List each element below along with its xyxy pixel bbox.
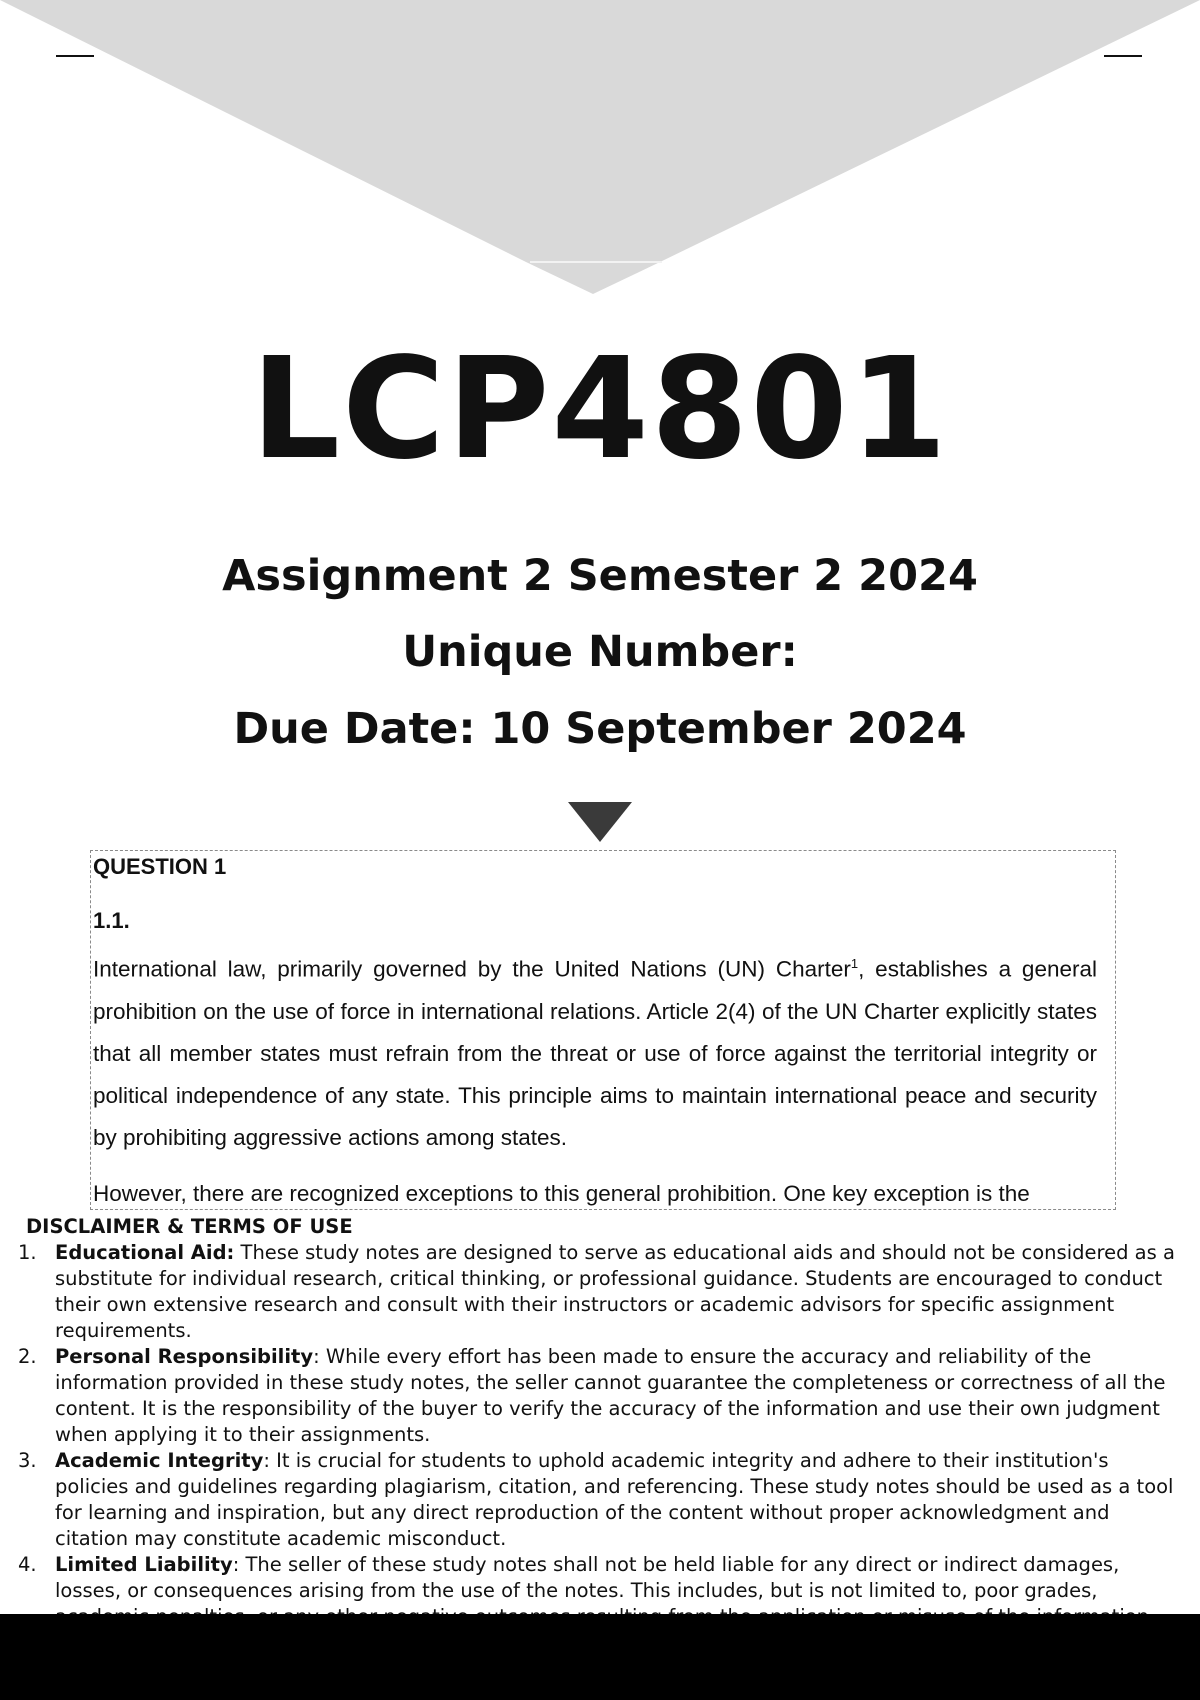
- question-title: QUESTION 1: [93, 854, 227, 879]
- cover-chevron-banner: [0, 0, 1200, 300]
- due-date-heading: Due Date: 10 September 2024: [233, 704, 967, 754]
- item-text: : The seller of these study notes shall not be held liable for any direct or indirect damages, losses, or consequences arising from the use of the notes. This includes, but is not limited to, poor grades,: [55, 1553, 1120, 1602]
- disclaimer-item-academic-integrity: [0, 1448, 1200, 1552]
- course-code-title: LCP4801: [250, 328, 950, 491]
- disclaimer-item-personal-responsibility: [0, 1344, 1200, 1448]
- unique-number-heading: Unique Number:: [402, 627, 798, 677]
- corner-rule-left: [56, 55, 94, 57]
- question-paragraph-2: However, there are recognized exceptions to this general prohibition. One key exception is the: [93, 1180, 1030, 1206]
- disclaimer-list: [0, 1240, 1200, 1630]
- list-number: 3.: [18, 1449, 37, 1472]
- question-preview-box: [90, 850, 1116, 1210]
- list-number: 2.: [18, 1345, 37, 1368]
- disclaimer-title: DISCLAIMER & TERMS OF USE: [26, 1215, 353, 1238]
- disclaimer-section: [0, 1214, 1200, 1630]
- assignment-heading: Assignment 2 Semester 2 2024: [222, 551, 978, 601]
- list-number: 4.: [18, 1553, 37, 1576]
- item-label: Limited Liability: [55, 1553, 233, 1576]
- question-subheading: 1.1.: [93, 908, 130, 933]
- item-text: : While every effort has been made to ensure the accuracy and reliability of the information provided in these study notes, the seller cannot guarantee the completeness or correctness of all the content. It is the responsibility of the buyer to verify the accuracy of the information and use their own judgment when applying it to their assignments.: [55, 1345, 1166, 1446]
- item-label: Academic Integrity: [55, 1449, 264, 1472]
- item-text: These study notes are designed to serve as educational aids and should not be considered as a substitute for individual research, critical thinking, or professional guidance. Students are encouraged to conduct their own extensive research and consult with their instructors or academic advisors for specific assignment requirements.: [55, 1241, 1175, 1342]
- item-text: : It is crucial for students to uphold academic integrity and adhere to their institution's policies and guidelines regarding plagiarism, citation, and referencing. These study notes should be used as a tool for learning and inspiration, but any direct reproduction of the content without proper acknowledgment and citation may constitute academic misconduct.: [55, 1449, 1174, 1550]
- corner-rule-right: [1104, 55, 1142, 57]
- bottom-black-bar: [0, 1614, 1200, 1700]
- paragraph-1-text: International law, primarily governed by the United Nations (UN) Charter: [93, 956, 851, 982]
- down-triangle-icon: [568, 802, 632, 842]
- paragraph-1-continued: , establishes a general prohibition on the use of force in international relations. Article 2(4) of the UN Charter explicitly states that all member states must refrain from the threat or use of force against the territorial integrity or political independence of any state. This principle aims to maintain international peace and security by prohibiting aggressive actions among states.: [93, 956, 1097, 1150]
- list-number: 1.: [18, 1241, 37, 1264]
- disclaimer-item-educational-aid: [0, 1240, 1200, 1344]
- question-paragraph-1: [93, 943, 1097, 1159]
- item-label: Educational Aid:: [55, 1241, 235, 1264]
- item-label: Personal Responsibility: [55, 1345, 314, 1368]
- footnote-marker: 1: [850, 956, 859, 971]
